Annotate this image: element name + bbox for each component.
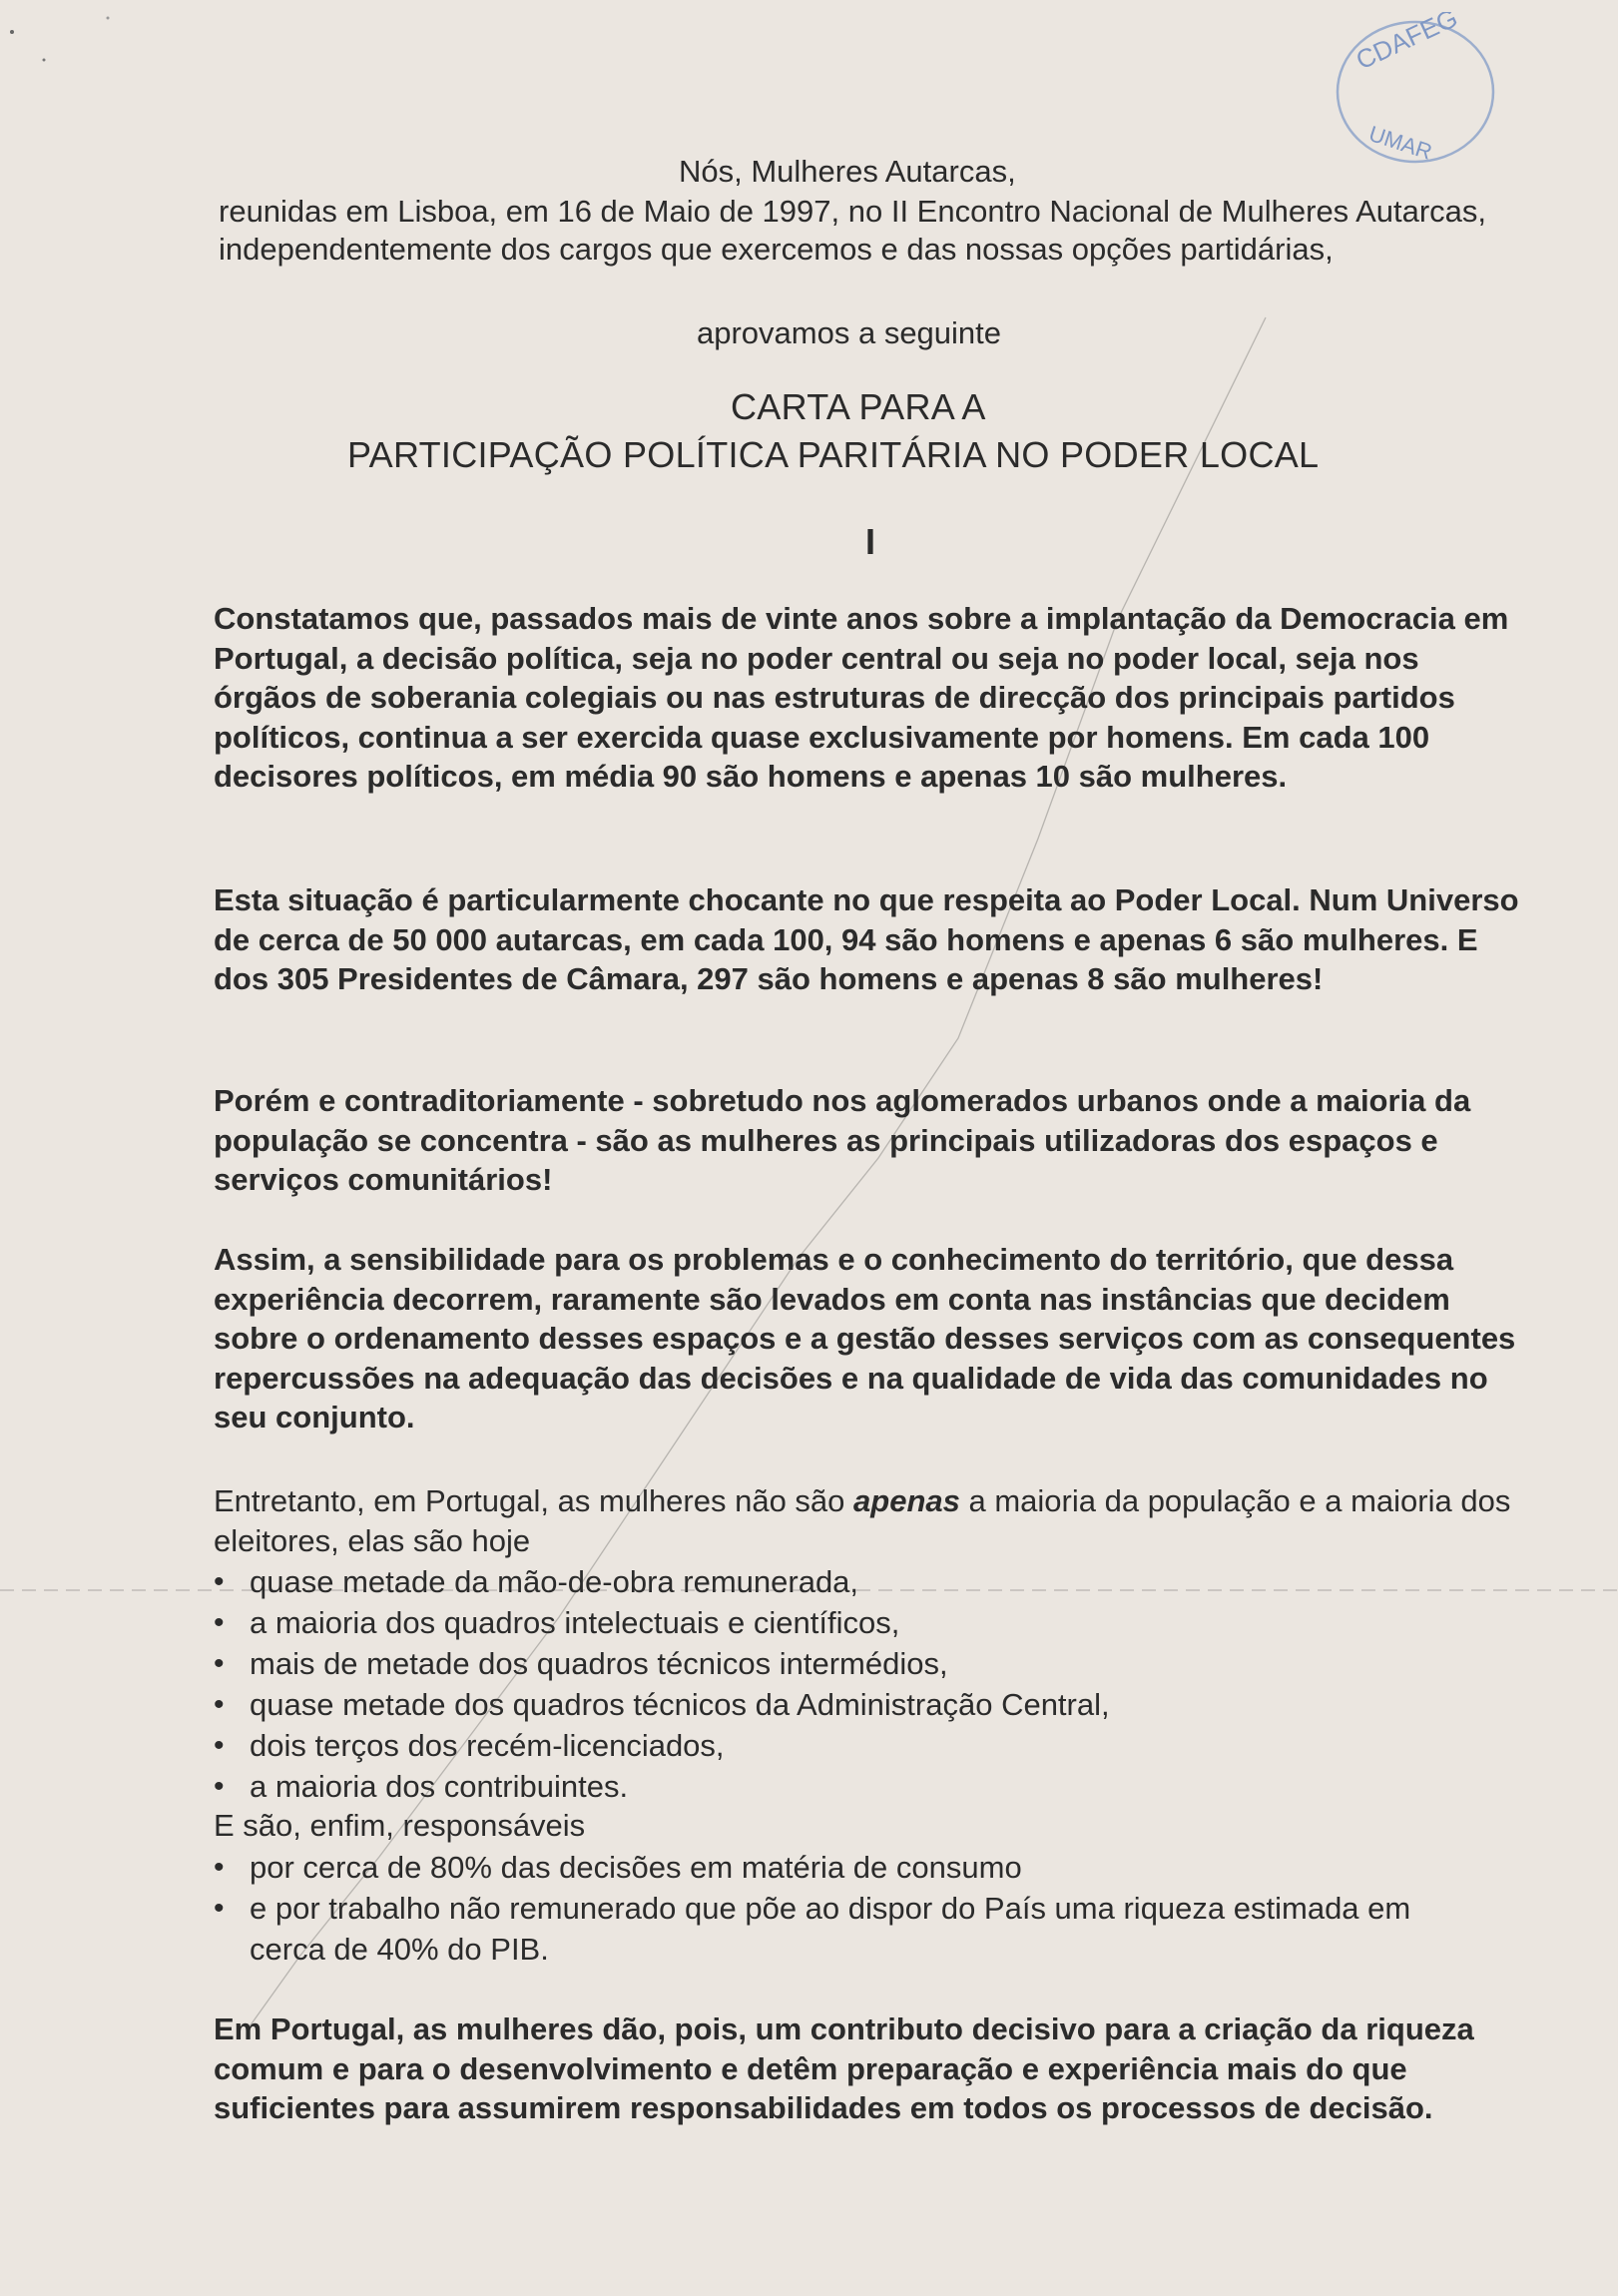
statistics-list <box>214 1561 1511 1807</box>
list-item: • quase metade da mão-de-obra remunerada, <box>214 1561 1511 1602</box>
paragraph-1: Constatamos que, passados mais de vinte anos sobre a implantação da Democracia em Portugal, a decisão política, seja no poder central ou seja no poder local, seja nos órgãos de soberania colegiais ou nas estruturas de direcção dos principais partidos políticos, continua a ser exercida quase exclusivamente por homens. Em cada 100 decisores políticos, em média 90 são homens e apenas 10 são mulheres. <box>214 601 1509 794</box>
title-line-1: CARTA PARA A <box>731 386 986 427</box>
list-item: • dois terços dos recém-licenciados, <box>214 1725 1511 1766</box>
title-line-2: PARTICIPAÇÃO POLÍTICA PARITÁRIA NO PODER LOCAL <box>347 434 1320 475</box>
responsibilities-intro: E são, enfim, responsáveis <box>214 1808 586 1843</box>
paragraph-7: Em Portugal, as mulheres dão, pois, um contributo decisivo para a criação da riqueza comum e para o desenvolvimento e detêm preparação e experiência mais do que suficientes para assumirem responsabilidades em todos os processos de decisão. <box>214 2011 1474 2125</box>
paragraph-5-after: a maioria da população e a maioria dos eleitores, elas são hoje <box>214 1483 1511 1558</box>
intro-paragraph: reunidas em Lisboa, em 16 de Maio de 1997, no II Encontro Nacional de Mulheres Autarcas, independentemente dos cargos que exercemos e das nossas opções partidárias, <box>219 194 1487 267</box>
list-item: • mais de metade dos quadros técnicos intermédios, <box>214 1643 1511 1684</box>
cdafeg-umar-stamp <box>1328 12 1505 172</box>
stamp-bottom-text: UMAR <box>1365 120 1435 165</box>
approve-line: aprovamos a seguinte <box>697 315 1002 350</box>
list-item: • quase metade dos quadros técnicos da Administração Central, <box>214 1684 1511 1725</box>
list-item: • e por trabalho não remunerado que põe ao dispor do País uma riqueza estimada em cerca de 40% do PIB. <box>214 1888 1511 1970</box>
paragraph-3: Porém e contraditoriamente - sobretudo nos aglomerados urbanos onde a maioria da população se concentra - são as mulheres as principais utilizadoras dos espaços e serviços comunitários! <box>214 1083 1471 1197</box>
list-item: • a maioria dos quadros intelectuais e científicos, <box>214 1602 1511 1643</box>
opening-line: Nós, Mulheres Autarcas, <box>679 154 1016 189</box>
paragraph-5-before: Entretanto, em Portugal, as mulheres não são <box>214 1483 854 1518</box>
section-number: I <box>865 521 876 562</box>
paragraph-5-emphasis: apenas <box>853 1483 960 1518</box>
responsibilities-list <box>214 1847 1511 1970</box>
stamp-top-text: CDAFEG <box>1350 12 1462 76</box>
list-item: • a maioria dos contribuintes. <box>214 1766 1511 1807</box>
paragraph-4: Assim, a sensibilidade para os problemas e o conhecimento do território, que dessa experiência decorrem, raramente são levados em conta nas instâncias que decidem sobre o ordenamento desses espaços e a gestão desses serviços com as consequentes repercussões na adequação das decisões e na qualidade de vida das comunidades no seu conjunto. <box>214 1242 1516 1435</box>
list-item: • por cerca de 80% das decisões em matéria de consumo <box>214 1847 1511 1888</box>
paragraph-5 <box>214 1481 1521 1560</box>
paragraph-2-text: Esta situação é particularmente chocante no que respeita ao Poder Local. Num Universo de cerca de 50 000 autarcas, em cada 100, 94 são homens e apenas 6 são mulheres. E dos 305 Presidentes de Câmara, 297 são homens e apenas 8 são mulheres! <box>214 882 1519 996</box>
paragraph-2 <box>214 880 1521 999</box>
